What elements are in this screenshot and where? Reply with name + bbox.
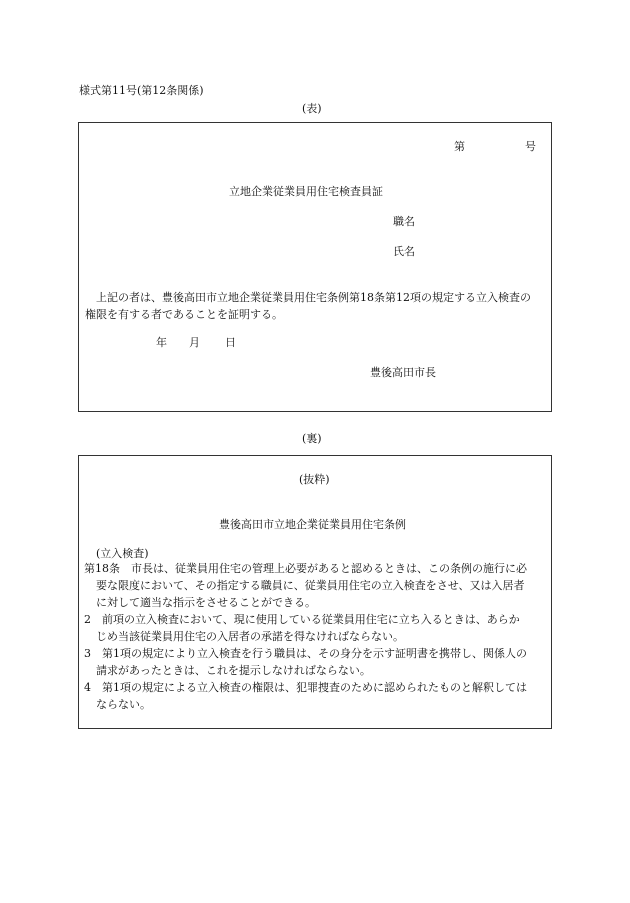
front-side-label: (表) [302, 102, 322, 115]
section-heading: (立入検査) [96, 547, 149, 560]
clause-2-line-1: 2 前項の立入検査において、現に使用している従業員用住宅に立ち入るときは、あらか [84, 613, 520, 626]
name-label: 氏名 [393, 245, 415, 258]
form-label: 様式第11号(第12条関係) [79, 84, 204, 97]
ordinance-title: 豊後高田市立地企業従業員用住宅条例 [219, 518, 406, 531]
date-month: 月 [189, 336, 200, 349]
number-prefix: 第 [454, 140, 465, 153]
issuer: 豊後高田市長 [370, 366, 436, 379]
card-title: 立地企業従業員用住宅検査員証 [229, 185, 383, 198]
clause-2-line-2: じめ当該従業員用住宅の入居者の承諾を得なければならない。 [96, 630, 404, 643]
clause-4-line-1: 4 第1項の規定による立入検査の権限は、犯罪捜査のために認められたものと解釈しては [84, 681, 527, 694]
article-18-line-1: 第18条 市長は、従業員用住宅の管理上必要があると認めるときは、この条例の施行に必 [84, 562, 527, 575]
article-18-line-2: 要な限度において、その指定する職員に、従業員用住宅の立入検査をさせ、又は入居者 [96, 579, 525, 592]
back-card [78, 455, 552, 729]
date-year: 年 [156, 336, 167, 349]
certification-line-2: 権限を有する者であることを証明する。 [85, 308, 283, 321]
number-suffix: 号 [525, 140, 536, 153]
clause-3-line-1: 3 第1項の規定により立入検査を行う職員は、その身分を示す証明書を携帯し、関係人の [84, 647, 527, 660]
clause-4-line-2: ならない。 [96, 698, 151, 711]
clause-3-line-2: 請求があったときは、これを提示しなければならない。 [96, 664, 371, 677]
excerpt-label: (抜粋) [299, 473, 330, 486]
certification-line-1: 上記の者は、豊後高田市立地企業従業員用住宅条例第18条第12項の規定する立入検査の [96, 291, 531, 304]
back-side-label: (裏) [302, 432, 322, 445]
position-label: 職名 [393, 215, 415, 228]
front-card [78, 122, 552, 412]
article-18-line-3: に対して適当な指示をさせることができる。 [96, 596, 316, 609]
date-day: 日 [225, 336, 236, 349]
